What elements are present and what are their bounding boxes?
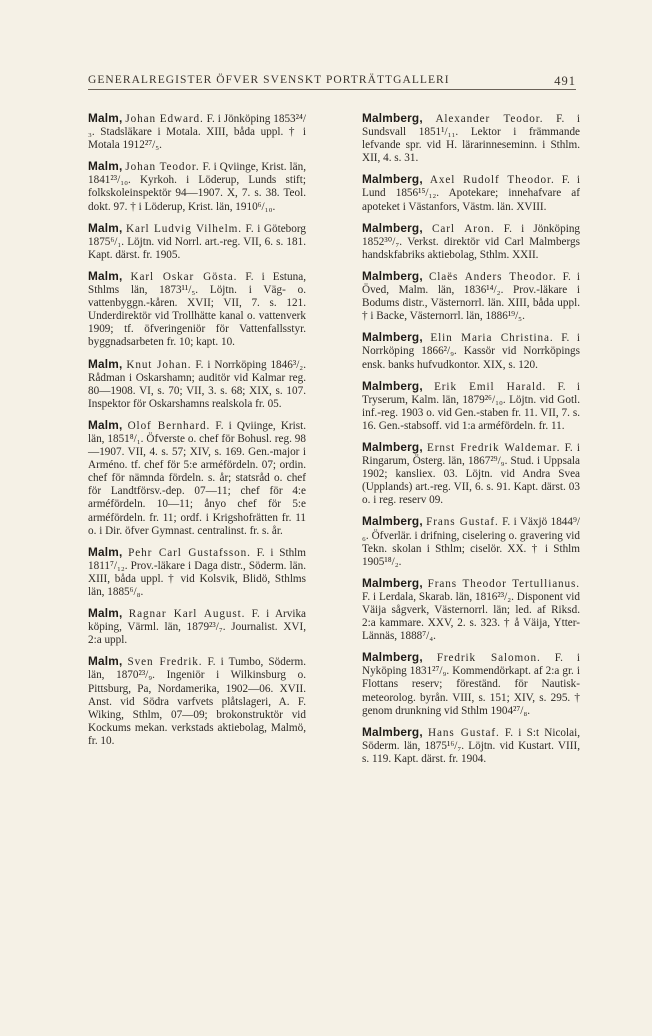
entry-given-names: Johan Teodor. bbox=[125, 161, 200, 174]
register-entry bbox=[362, 112, 580, 165]
entry-surname: Malmberg, bbox=[362, 575, 423, 590]
register-entry bbox=[362, 270, 580, 323]
entry-surname: Malm, bbox=[88, 220, 123, 235]
entry-surname: Malm, bbox=[88, 606, 123, 621]
entry-text: F. i Norrköping 1866²/₉. Kassör vid Norrköpings ensk. banks hufvudkontor. XIX, s. 120. bbox=[362, 332, 580, 371]
entry-text: F. i Ringarum, Österg. län, 1867²⁹/₉. Stud. i Uppsala 1902; kansliex. 03. Löjtn. vid Andra Svea (Upplands) art.-reg. VII, 6. s. 91. Kapt. därst. 03 o. i reg. reserv 09. bbox=[362, 441, 581, 507]
entry-surname: Malmberg, bbox=[362, 172, 423, 187]
entry-text: F. i Jönköping 1852³⁰/₇. Verkst. direktör vid Carl Malmbergs handskfabriks aktiebolag, Sthlm. XXII. bbox=[362, 222, 581, 261]
register-entry bbox=[88, 655, 306, 748]
entry-given-names: Frans Theodor Tertullianus. bbox=[427, 577, 580, 590]
entry-text: F. i Arvika köping, Värml. län, 1879²³/₇. Journalist. XVI, 2:a uppl. bbox=[88, 608, 307, 647]
left-column bbox=[88, 112, 306, 756]
entry-text: F. i Qviinge, Krist. län, 1851⁸/₁. Öfverste o. chef för Bohusl. reg. 98—1907. VII, 4. s. 57; XIV, s. 169. Gen.-major i Arméno. tf. chef för 5:e arméfördeln. 07; ordin. chef för nämnda fördeln. s. år; statsråd o. chef för Landtförsv.-dep. 07—11; chef för 4:e arméfördeln. 10—11; ånyo chef för 5:e arméfördeln. fr. 11; ordf. i Krigshofrätten fr. 11 o. i Dir. öfver Gymnast. centralinst. fr. s. år. bbox=[88, 419, 307, 537]
header-title: GENERALREGISTER ÖFVER SVENSKT PORTRÄTTGALLERI bbox=[88, 74, 450, 86]
register-entry bbox=[88, 222, 306, 262]
entry-surname: Malm, bbox=[88, 111, 123, 125]
entry-surname: Malm, bbox=[88, 356, 123, 371]
entry-given-names: Erik Emil Harald. bbox=[434, 380, 547, 393]
entry-given-names: Elin Maria Christina. bbox=[430, 332, 554, 345]
entry-text: F. i Sthlm 1811⁷/₁₂. Prov.-läkare i Daga distr., Söderm. län. XIII, båda uppl. † vid Kolsvik, Blidö, Sthlms län, 1885⁶/₈. bbox=[88, 546, 306, 598]
register-entry bbox=[362, 331, 580, 371]
entry-surname: Malmberg, bbox=[362, 330, 423, 345]
page-number: 491 bbox=[554, 74, 576, 88]
entry-given-names: Johan Edward. bbox=[125, 113, 204, 125]
right-column bbox=[362, 112, 580, 774]
entry-given-names: Karl Oskar Gösta. bbox=[130, 270, 238, 283]
register-entry bbox=[362, 380, 580, 433]
entry-text: F. i Göteborg 1875⁶/₁. Löjtn. vid Norrl. art.-reg. VII, 6. s. 181. Kapt. därst. fr. 1905. bbox=[88, 222, 306, 261]
entry-text: F. i Sundsvall 1851¹/₁₁. Lektor i främmande lefvande spr. vid H. lärarinneseminn. i Sthlm. XII, 4. s. 31. bbox=[362, 113, 580, 165]
entry-given-names: Olof Bernhard. bbox=[127, 419, 211, 432]
register-entry bbox=[88, 112, 306, 152]
entry-given-names: Pehr Carl Gustafsson. bbox=[128, 546, 251, 559]
register-entry bbox=[362, 651, 580, 717]
entry-given-names: Frans Gustaf. bbox=[426, 516, 499, 529]
entry-given-names: Carl Aron. bbox=[431, 222, 495, 235]
entry-surname: Malmberg, bbox=[362, 220, 423, 235]
entry-given-names: Karl Ludvig Vilhelm. bbox=[126, 222, 242, 235]
register-entry bbox=[362, 441, 580, 507]
entry-text: F. i Öved, Malm. län, 1836¹⁴/₂. Prov.-läkare i Bodums distr., Västernorrl. län. XIII, båda uppl. † i Backe, Västernorrl. län, 1886¹⁹/₅. bbox=[362, 270, 581, 323]
entry-given-names: Hans Gustaf. bbox=[428, 726, 500, 739]
entry-surname: Malmberg, bbox=[362, 378, 423, 393]
register-entry bbox=[88, 419, 306, 538]
entry-text: F. i Norrköping 1846³/₂. Rådman i Oskarshamn; auditör vid Kalmar reg. 80—1908. VI, s. 70; VII, 3. s. 68; XIX, s. 107. Inspektor för Oskarshamns realskola fr. 05. bbox=[88, 358, 306, 410]
entry-text: F. i Lund 1856¹⁵/₁₂. Apotekare; innehafvare af apoteket i Västanfors, Västm. län. XVIII. bbox=[362, 174, 581, 213]
entry-given-names: Axel Rudolf Theodor. bbox=[429, 174, 555, 187]
entry-surname: Malmberg, bbox=[362, 514, 423, 529]
entry-given-names: Fredrik Salomon. bbox=[436, 652, 541, 665]
entry-given-names: Knut Johan. bbox=[126, 358, 192, 371]
entry-text: F. i Estuna, Sthlms län, 1873¹¹/₅. Löjtn. i Väg- o. vattenbyggn.-kåren. XVII; VII, 7. s. 121. Underdirektör vid Trollhätte kanal o. vattenverk 1909; tf. öfveringeniör för Vattenfallsstyr. byggnadsarbeten fr. 10; kapt. 10. bbox=[88, 270, 306, 349]
entry-text: F. i S:t Nicolai, Söderm. län, 1875¹⁶/₇. Löjtn. vid Kustart. VIII, s. 119. Kapt. därst. fr. 1904. bbox=[362, 726, 581, 765]
register-entry bbox=[88, 358, 306, 411]
register-entry bbox=[362, 726, 580, 766]
entry-given-names: Sven Fredrik. bbox=[127, 656, 203, 669]
register-entry bbox=[88, 270, 306, 350]
entry-surname: Malm, bbox=[88, 417, 123, 432]
entry-surname: Malmberg, bbox=[362, 650, 423, 665]
register-entry bbox=[362, 173, 580, 213]
entry-surname: Malm, bbox=[88, 159, 123, 174]
entry-given-names: Ernst Fredrik Waldemar. bbox=[427, 441, 561, 454]
register-entry bbox=[362, 222, 580, 262]
entry-surname: Malm, bbox=[88, 654, 123, 669]
entry-given-names: Ragnar Karl August. bbox=[128, 608, 246, 621]
entry-text: F. i Nyköping 1831²⁷/₉. Kommendörkapt. af 2:a gr. i Flottans reserv; föreständ. för Nautisk-meteorolog. byrån. VIII, s. 151; XIV, s. 295. † genom drunkning vid Sthlm 1904²⁷/₈. bbox=[362, 652, 580, 717]
entry-text: F. i Växjö 1844⁹/₆. Öfverlär. i drifning, ciselering o. gravering vid Tekn. skolan i Sthlm; ciselör. XX. † i Sthlm 1905¹⁸/₂. bbox=[362, 516, 580, 568]
running-header bbox=[88, 74, 576, 90]
register-entry bbox=[88, 160, 306, 213]
entry-text: F. i Jönköping 1853²⁴/₃. Stadsläkare i Motala. XIII, båda uppl. † i Motala 1912²⁷/₅. bbox=[88, 113, 307, 152]
register-entry bbox=[88, 546, 306, 599]
entry-given-names: Claës Anders Theodor. bbox=[428, 270, 557, 283]
entry-surname: Malm, bbox=[88, 268, 123, 283]
entry-surname: Malmberg, bbox=[362, 111, 423, 125]
register-entry bbox=[362, 515, 580, 568]
entry-text: F. i Tryserum, Kalm. län, 1879²⁶/₁₀. Löjtn. vid Gotl. inf.-reg. 1903 o. vid Gen.-staben fr. 11. VII, 7. s. 16. Gen.-stabsoff. vid 1:a arméfördeln. fr. 11. bbox=[362, 380, 580, 432]
entry-text: F. i Lerdala, Skarab. län, 1816²³/₂. Disponent vid Väija sågverk, Västernorrl. län; led. af Riksd. 2:a kammare. XXV, 2. s. 323. † å Väija, Ytter-Lännäs, 1888⁷/₄. bbox=[362, 590, 580, 643]
entry-text: F. i Qviinge, Krist. län, 1841²³/₁₀. Kyrkoh. i Löderup, Lunds stift; folkskoleinspektör 94—1907. X, 7. s. 38. Teol. dokt. 97. † i Löderup, Krist. län, 1910⁶/₁₀. bbox=[88, 161, 306, 213]
entry-surname: Malm, bbox=[88, 544, 123, 559]
entry-given-names: Alexander Teodor. bbox=[435, 113, 544, 125]
entry-surname: Malmberg, bbox=[362, 268, 423, 283]
register-entry bbox=[88, 607, 306, 647]
entry-surname: Malmberg, bbox=[362, 439, 423, 454]
register-entry bbox=[362, 577, 580, 643]
entry-surname: Malmberg, bbox=[362, 724, 423, 739]
entry-text: F. i Tumbo, Söderm. län, 1870²³/₉. Ingeniör i Wilkinsburg o. Pittsburg, Pa, Nordamerika, 1902—06. XVII. Anst. vid Södra varfvets plåtslageri, A. F. Wiking, Sthlm, 07—09; brokonstruktör vid Kockums mekan. verkstads aktiebolag, Malmö, fr. 10. bbox=[88, 656, 307, 747]
